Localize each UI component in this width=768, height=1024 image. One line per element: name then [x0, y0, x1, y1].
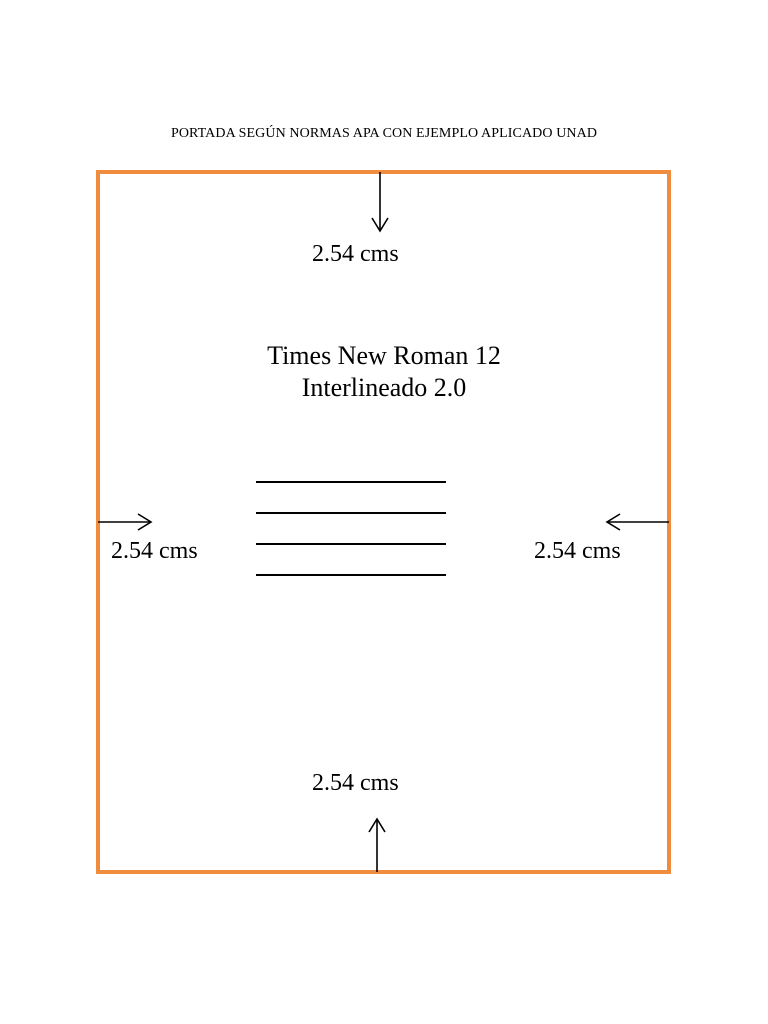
font-spec [0, 340, 768, 404]
arrow-down-icon [372, 172, 388, 231]
title-placeholder-line [256, 543, 446, 545]
arrow-up-icon [369, 819, 385, 872]
margin-top-label: 2.54 cms [312, 241, 399, 267]
arrow-left-icon [607, 514, 669, 530]
title-placeholder-lines [256, 481, 446, 605]
font-spec-line2: Interlineado 2.0 [301, 373, 467, 402]
font-spec-line1: Times New Roman 12 [267, 341, 501, 370]
title-placeholder-line [256, 574, 446, 576]
margin-bottom-label: 2.54 cms [312, 770, 399, 796]
margin-right-label: 2.54 cms [534, 538, 621, 564]
title-placeholder-line [256, 512, 446, 514]
margin-left-label: 2.54 cms [111, 538, 198, 564]
arrow-right-icon [98, 514, 151, 530]
page-heading: PORTADA SEGÚN NORMAS APA CON EJEMPLO APLICADO UNAD [170, 126, 598, 141]
title-placeholder-line [256, 481, 446, 483]
